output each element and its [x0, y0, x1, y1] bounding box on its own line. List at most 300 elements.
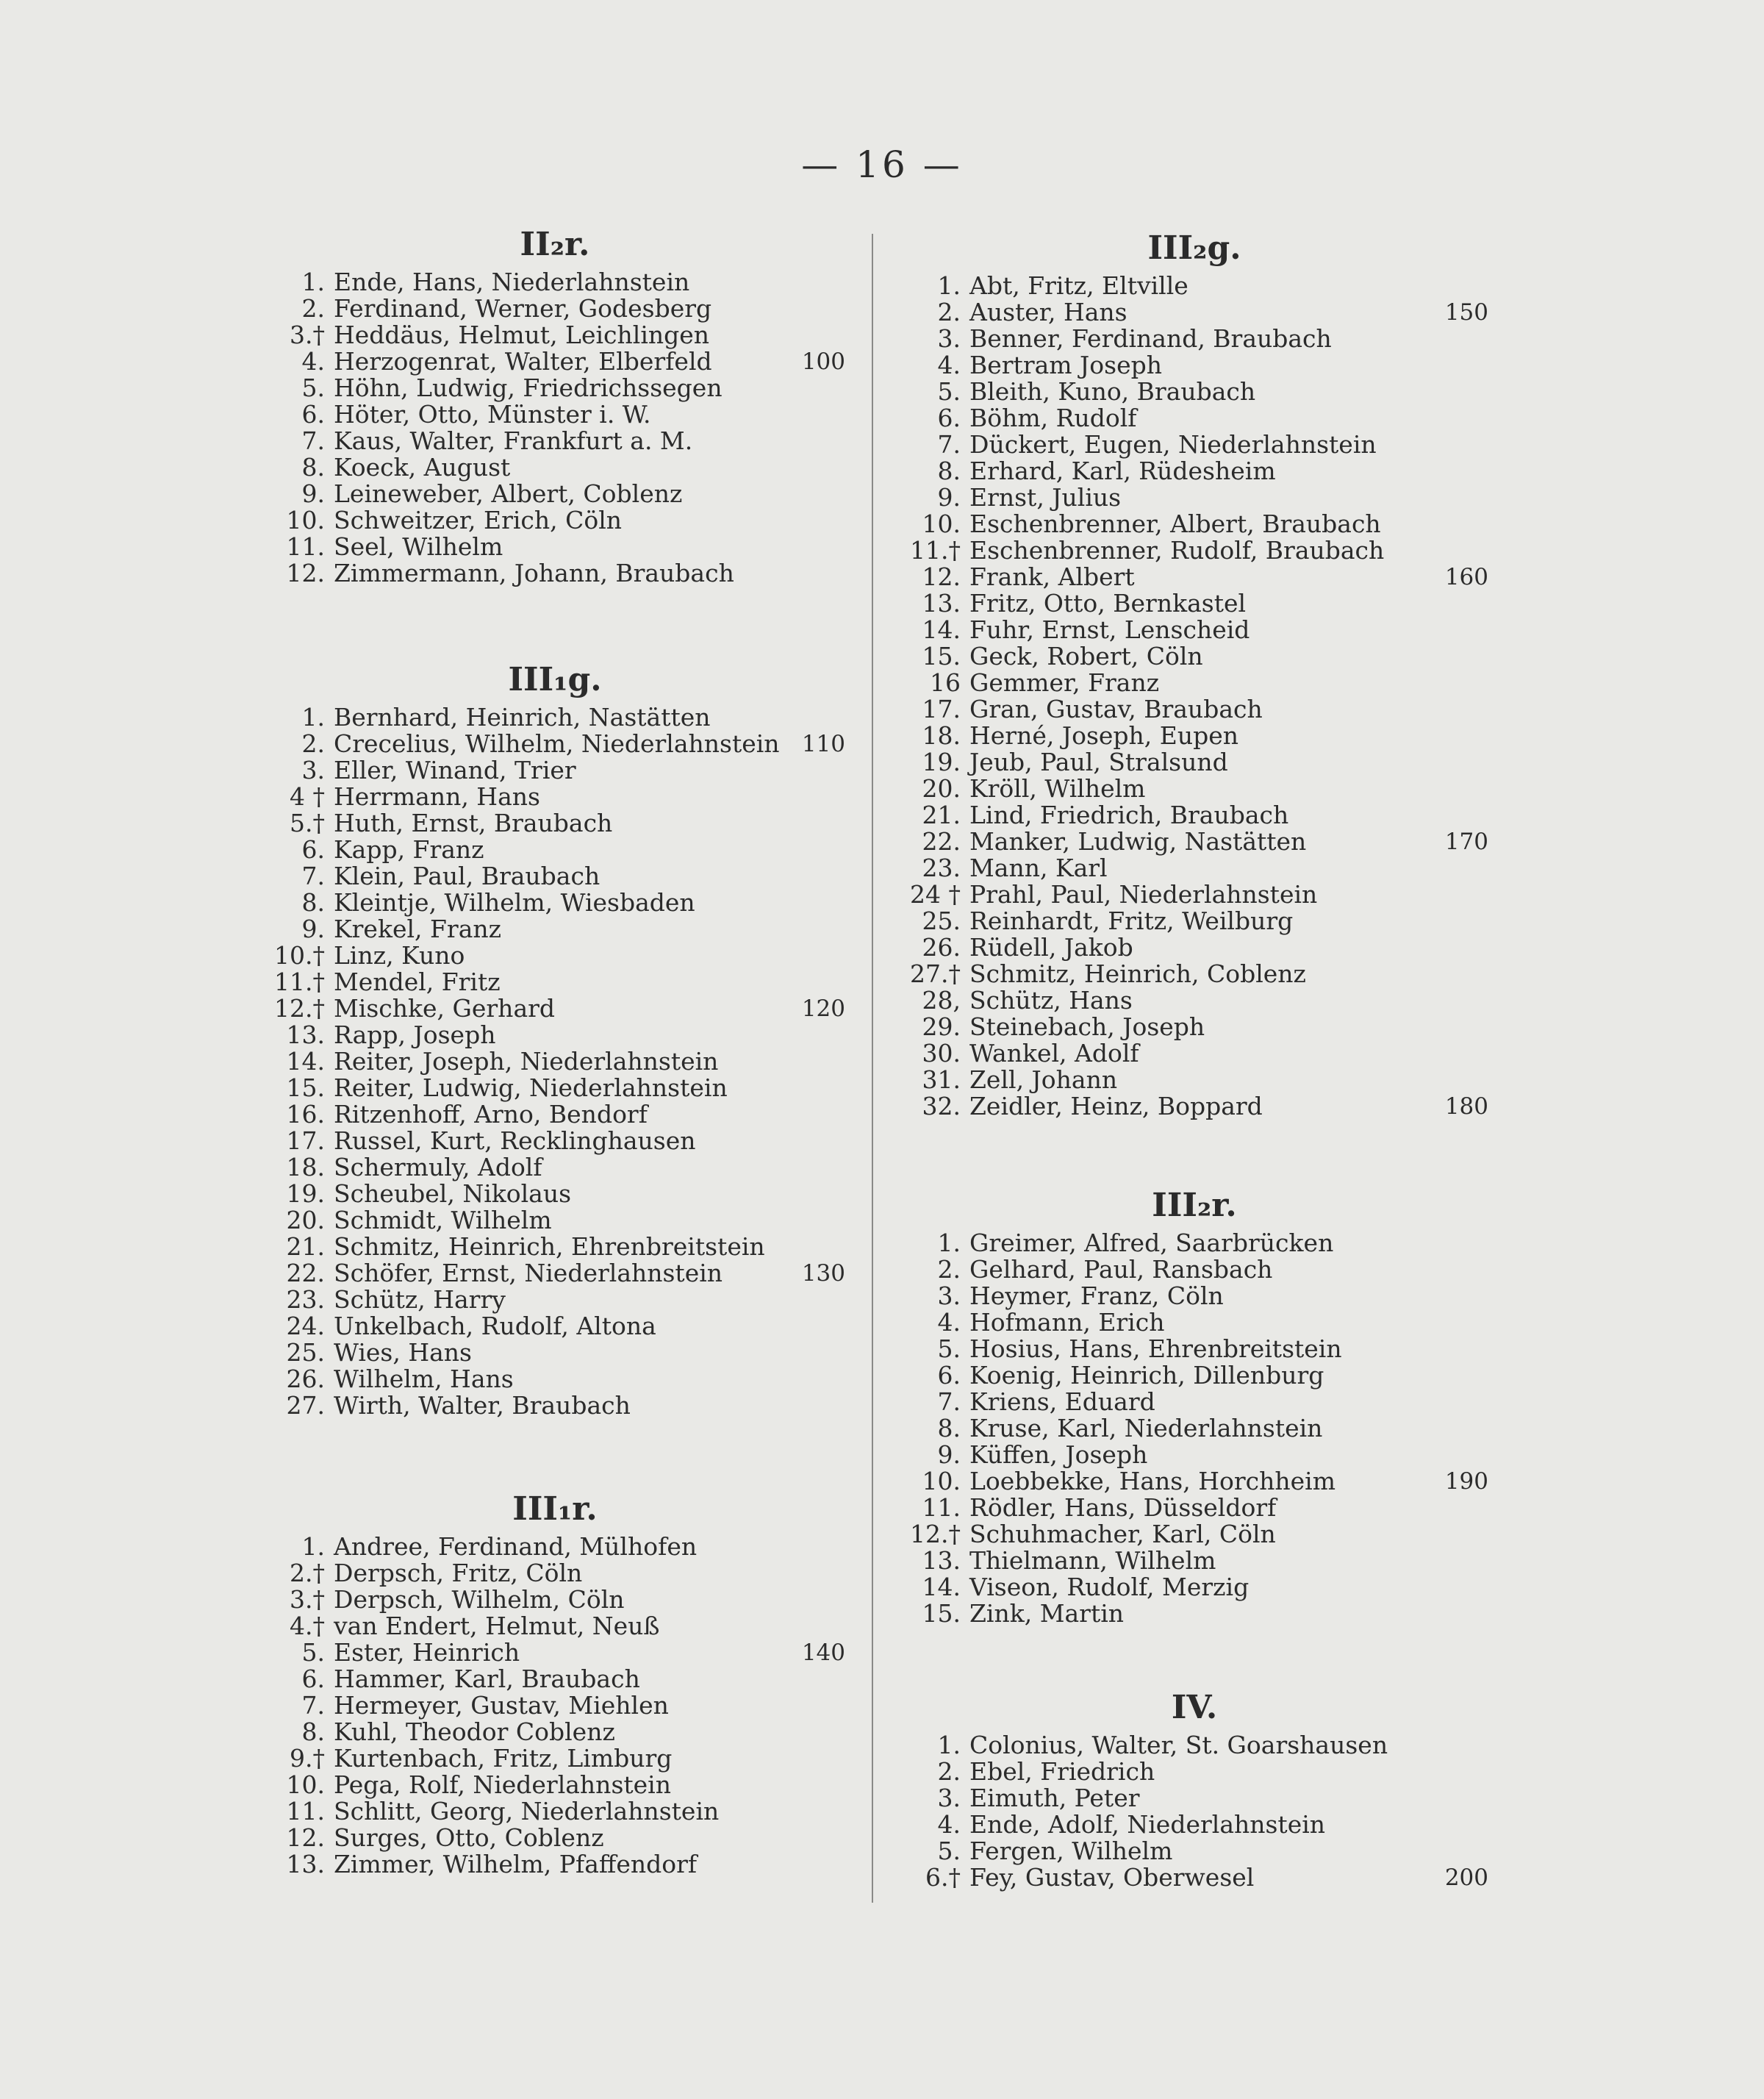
student-list	[900, 1732, 1488, 1891]
list-item	[265, 1287, 845, 1313]
list-item	[265, 1234, 845, 1260]
student-name: Hofmann, Erich	[969, 1308, 1165, 1337]
student-name: Zimmermann, Johann, Braubach	[334, 559, 734, 587]
column-divider	[872, 234, 873, 1903]
entry-number: 6.	[301, 1664, 325, 1693]
entry-number: 10.	[286, 1770, 325, 1799]
student-name: Zink, Martin	[969, 1599, 1125, 1628]
list-item	[265, 916, 845, 943]
list-item	[900, 405, 1488, 432]
list-item	[900, 1495, 1488, 1521]
class-title: III₂g.	[1147, 229, 1241, 267]
entry-number: 17.	[286, 1126, 325, 1155]
student-name: Höter, Otto, Münster i. W.	[334, 400, 651, 429]
student-name: Rapp, Joseph	[334, 1020, 496, 1049]
list-item	[900, 1864, 1488, 1891]
list-item	[900, 352, 1488, 379]
list-item	[265, 560, 845, 587]
entry-number: 13.	[286, 1020, 325, 1049]
student-name: Herrmann, Hans	[334, 782, 540, 811]
student-name: Colonius, Walter, St. Goarshausen	[969, 1731, 1388, 1759]
student-name: Gelhard, Paul, Ransbach	[969, 1255, 1273, 1284]
list-item	[265, 507, 845, 534]
list-item	[265, 1692, 845, 1719]
entry-number: 2.	[301, 729, 325, 758]
list-item	[265, 401, 845, 428]
list-item	[265, 731, 845, 757]
student-name: Kriens, Eduard	[969, 1387, 1155, 1416]
student-name: Ritzenhoff, Arno, Bendorf	[334, 1100, 648, 1129]
entry-number: 32.	[922, 1092, 961, 1120]
class-title: III₁g.	[508, 661, 602, 698]
entry-number: 1.	[937, 271, 961, 300]
student-name: Schweitzer, Erich, Cöln	[334, 506, 623, 534]
student-name: Jeub, Paul, Stralsund	[969, 748, 1228, 776]
entry-number: 20.	[286, 1206, 325, 1234]
list-item	[900, 458, 1488, 484]
student-name: Ebel, Friedrich	[969, 1757, 1155, 1786]
entry-number: 12.†	[274, 994, 325, 1023]
student-name: Schmitz, Heinrich, Ehrenbreitstein	[334, 1232, 765, 1261]
student-list	[265, 269, 845, 587]
entry-number: 7.	[301, 426, 325, 455]
entry-number: 8.	[301, 1717, 325, 1746]
student-name: Fergen, Wilhelm	[969, 1837, 1173, 1865]
entry-number: 26.	[922, 933, 961, 962]
student-name: Schmidt, Wilhelm	[334, 1206, 552, 1234]
student-name: Bernhard, Heinrich, Nastätten	[334, 703, 711, 732]
entry-number: 5.†	[290, 809, 325, 837]
list-item	[900, 670, 1488, 696]
entry-number: 13.	[286, 1850, 325, 1878]
student-name: Loebbekke, Hans, Horchheim	[969, 1467, 1335, 1495]
entry-number: 2.	[937, 1757, 961, 1786]
entry-number: 12.†	[910, 1520, 961, 1548]
entry-number: 3.	[301, 756, 325, 784]
entry-number: 15.	[922, 642, 961, 671]
entry-number: 4.	[301, 347, 325, 376]
list-item	[900, 961, 1488, 987]
list-item	[900, 1785, 1488, 1812]
entry-number: 1.	[301, 268, 325, 296]
list-item	[900, 1759, 1488, 1785]
entry-number: 16	[930, 668, 961, 697]
list-item	[900, 590, 1488, 617]
entry-number: 29.	[922, 1012, 961, 1041]
student-name: Koenig, Heinrich, Dillenburg	[969, 1361, 1324, 1390]
student-name: Bleith, Kuno, Braubach	[969, 377, 1256, 406]
entry-number: 8.	[937, 1414, 961, 1442]
list-item	[900, 1548, 1488, 1574]
student-name: Kröll, Wilhelm	[969, 774, 1146, 803]
list-item	[265, 1560, 845, 1587]
student-name: Dückert, Eugen, Niederlahnstein	[969, 430, 1377, 459]
list-item	[265, 1534, 845, 1560]
list-item	[265, 269, 845, 296]
list-item	[900, 1256, 1488, 1283]
entry-number: 2.	[937, 298, 961, 326]
entry-number: 24 †	[910, 880, 961, 909]
entry-number: 6.	[301, 835, 325, 864]
student-name: Leineweber, Albert, Coblenz	[334, 479, 683, 508]
student-name: Heddäus, Helmut, Leichlingen	[334, 321, 710, 349]
entry-number: 4.†	[290, 1612, 325, 1640]
list-item	[900, 1838, 1488, 1864]
student-name: Eschenbrenner, Albert, Braubach	[969, 509, 1381, 538]
class-section	[265, 221, 845, 587]
student-name: Zimmer, Wilhelm, Pfaffendorf	[334, 1850, 698, 1878]
entry-number: 12.	[286, 559, 325, 587]
student-name: Ester, Heinrich	[334, 1638, 520, 1667]
running-count: 190	[1444, 1468, 1488, 1495]
list-item	[265, 428, 845, 454]
student-name: Viseon, Rudolf, Merzig	[969, 1573, 1250, 1601]
student-name: Schlitt, Georg, Niederlahnstein	[334, 1797, 720, 1826]
list-item	[900, 537, 1488, 564]
student-name: Pega, Rolf, Niederlahnstein	[334, 1770, 671, 1799]
student-name: Schermuly, Adolf	[334, 1153, 542, 1181]
student-name: Reiter, Ludwig, Niederlahnstein	[334, 1073, 728, 1102]
list-item	[265, 322, 845, 348]
student-name: Kapp, Franz	[334, 835, 484, 864]
list-item	[900, 776, 1488, 802]
list-item	[900, 1309, 1488, 1336]
student-name: Ferdinand, Werner, Godesberg	[334, 294, 712, 323]
list-item	[900, 1283, 1488, 1309]
list-item	[900, 802, 1488, 829]
entry-number: 13.	[922, 1546, 961, 1575]
page-number: — 16 —	[801, 143, 963, 186]
entry-number: 28,	[922, 986, 961, 1015]
list-item	[265, 837, 845, 863]
student-name: Höhn, Ludwig, Friedrichssegen	[334, 373, 723, 402]
list-item	[265, 1798, 845, 1825]
running-count: 120	[801, 995, 845, 1022]
list-item	[265, 1639, 845, 1666]
list-item	[265, 375, 845, 401]
student-name: Schmitz, Heinrich, Coblenz	[969, 959, 1306, 988]
student-name: Huth, Ernst, Braubach	[334, 809, 613, 837]
student-name: Prahl, Paul, Niederlahnstein	[969, 880, 1318, 909]
class-title: III₁r.	[512, 1490, 598, 1528]
list-item	[900, 934, 1488, 961]
student-name: Heymer, Franz, Cöln	[969, 1281, 1224, 1310]
student-name: Kaus, Walter, Frankfurt a. M.	[334, 426, 693, 455]
entry-number: 15.	[922, 1599, 961, 1628]
list-item	[265, 1745, 845, 1772]
list-item	[900, 1732, 1488, 1759]
student-list	[900, 1230, 1488, 1627]
list-item	[900, 511, 1488, 537]
entry-number: 3.	[937, 1784, 961, 1812]
student-name: Crecelius, Wilhelm, Niederlahnstein	[334, 729, 780, 758]
entry-number: 9.	[937, 1440, 961, 1469]
entry-number: 22.	[286, 1259, 325, 1287]
list-item	[900, 1574, 1488, 1601]
list-item	[265, 810, 845, 837]
entry-number: 7.	[301, 1691, 325, 1720]
entry-number: 11.	[922, 1493, 961, 1522]
list-item	[265, 1392, 845, 1419]
student-name: Herzogenrat, Walter, Elberfeld	[334, 347, 712, 376]
list-item	[265, 1313, 845, 1340]
list-item	[900, 1230, 1488, 1256]
entry-number: 6.	[301, 400, 325, 429]
student-name: Kuhl, Theodor Coblenz	[334, 1717, 615, 1746]
list-item	[900, 1014, 1488, 1040]
class-title: IV.	[1171, 1689, 1218, 1726]
student-name: Mendel, Fritz	[334, 968, 501, 996]
entry-number: 16.	[286, 1100, 325, 1129]
entry-number: 7.	[937, 1387, 961, 1416]
student-name: Krekel, Franz	[334, 915, 502, 943]
list-item	[265, 1022, 845, 1048]
running-count: 160	[1444, 564, 1488, 590]
entry-number: 6.†	[925, 1863, 961, 1892]
entry-number: 11.	[286, 1797, 325, 1826]
list-item	[265, 1181, 845, 1207]
list-item	[900, 379, 1488, 405]
student-name: Scheubel, Nikolaus	[334, 1179, 572, 1208]
student-name: Fritz, Otto, Bernkastel	[969, 589, 1247, 618]
list-item	[900, 1389, 1488, 1415]
entry-number: 11.†	[274, 968, 325, 996]
class-title: III₂r.	[1152, 1187, 1237, 1224]
list-item	[265, 1613, 845, 1639]
student-name: Ende, Adolf, Niederlahnstein	[969, 1810, 1326, 1839]
entry-number: 5.	[301, 373, 325, 402]
entry-number: 10.	[286, 506, 325, 534]
class-section	[900, 1684, 1488, 1891]
list-item	[900, 299, 1488, 326]
entry-number: 12.	[286, 1823, 325, 1852]
entry-number: 15.	[286, 1073, 325, 1102]
entry-number: 3.	[937, 324, 961, 353]
class-section	[265, 1485, 845, 1878]
entry-number: 21.	[922, 801, 961, 829]
list-item	[265, 1207, 845, 1234]
entry-number: 23.	[286, 1285, 325, 1314]
list-item	[265, 969, 845, 995]
student-name: Rüdell, Jakob	[969, 933, 1133, 962]
entry-number: 8.	[301, 888, 325, 917]
student-name: Thielmann, Wilhelm	[969, 1546, 1216, 1575]
list-item	[900, 484, 1488, 511]
entry-number: 18.	[922, 721, 961, 750]
entry-number: 25.	[922, 907, 961, 935]
student-name: Steinebach, Joseph	[969, 1012, 1205, 1041]
student-name: Ernst, Julius	[969, 483, 1122, 512]
entry-number: 11.	[286, 532, 325, 561]
entry-number: 21.	[286, 1232, 325, 1261]
student-name: Zell, Johann	[969, 1065, 1118, 1094]
student-name: Greimer, Alfred, Saarbrücken	[969, 1229, 1334, 1257]
entry-number: 5.	[937, 377, 961, 406]
list-item	[900, 1601, 1488, 1627]
list-item	[900, 1336, 1488, 1362]
student-name: Koeck, August	[334, 453, 511, 482]
entry-number: 14.	[286, 1047, 325, 1076]
student-name: Andree, Ferdinand, Mülhofen	[334, 1532, 698, 1561]
entry-number: 19.	[922, 748, 961, 776]
student-name: Surges, Otto, Coblenz	[334, 1823, 604, 1852]
student-name: Wies, Hans	[334, 1338, 472, 1367]
entry-number: 19.	[286, 1179, 325, 1208]
list-item	[265, 784, 845, 810]
student-name: Schütz, Harry	[334, 1285, 506, 1314]
entry-number: 25.	[286, 1338, 325, 1367]
student-name: Benner, Ferdinand, Braubach	[969, 324, 1332, 353]
list-item	[265, 1366, 845, 1392]
entry-number: 8.	[937, 457, 961, 485]
entry-number: 7.	[301, 862, 325, 890]
list-item	[265, 454, 845, 481]
list-item	[265, 534, 845, 560]
entry-number: 3.†	[290, 321, 325, 349]
entry-number: 2.	[937, 1255, 961, 1284]
entry-number: 1.	[937, 1731, 961, 1759]
list-item	[900, 855, 1488, 882]
list-item	[900, 829, 1488, 855]
student-name: Wirth, Walter, Braubach	[334, 1391, 631, 1420]
entry-number: 10.†	[274, 941, 325, 970]
student-name: Schuhmacher, Karl, Cöln	[969, 1520, 1276, 1548]
entry-number: 9.	[301, 915, 325, 943]
student-name: Erhard, Karl, Rüdesheim	[969, 457, 1276, 485]
student-name: van Endert, Helmut, Neuß	[334, 1612, 660, 1640]
student-name: Derpsch, Fritz, Cöln	[334, 1559, 583, 1587]
list-item	[900, 564, 1488, 590]
student-name: Zeidler, Heinz, Boppard	[969, 1092, 1263, 1120]
student-name: Mischke, Gerhard	[334, 994, 556, 1023]
student-list	[900, 273, 1488, 1120]
list-item	[265, 1719, 845, 1745]
list-item	[265, 704, 845, 731]
student-name: Gran, Gustav, Braubach	[969, 695, 1263, 723]
list-item	[265, 863, 845, 890]
entry-number: 30.	[922, 1039, 961, 1068]
student-name: Wilhelm, Hans	[334, 1365, 514, 1393]
entry-number: 11.†	[910, 536, 961, 565]
entry-number: 12.	[922, 562, 961, 591]
student-name: Derpsch, Wilhelm, Cöln	[334, 1585, 625, 1614]
list-item	[900, 1521, 1488, 1548]
entry-number: 5.	[937, 1837, 961, 1865]
list-item	[900, 1093, 1488, 1120]
student-name: Schütz, Hans	[969, 986, 1133, 1015]
class-title: II₂r.	[520, 226, 590, 263]
class-section	[900, 224, 1488, 1120]
list-item	[900, 432, 1488, 458]
list-item	[265, 1260, 845, 1287]
entry-number: 31.	[922, 1065, 961, 1094]
list-item	[265, 481, 845, 507]
entry-number: 20.	[922, 774, 961, 803]
entry-number: 10.	[922, 1467, 961, 1495]
list-item	[900, 643, 1488, 670]
entry-number: 9.	[937, 483, 961, 512]
student-name: Kurtenbach, Fritz, Limburg	[334, 1744, 673, 1773]
list-item	[900, 1468, 1488, 1495]
entry-number: 5.	[937, 1334, 961, 1363]
list-item	[265, 1851, 845, 1878]
student-name: Böhm, Rudolf	[969, 404, 1137, 432]
entry-number: 2.	[301, 294, 325, 323]
student-name: Lind, Friedrich, Braubach	[969, 801, 1289, 829]
list-item	[265, 348, 845, 375]
list-item	[900, 1812, 1488, 1838]
student-name: Rödler, Hans, Düsseldorf	[969, 1493, 1277, 1522]
entry-number: 4.	[937, 1308, 961, 1337]
entry-number: 1.	[301, 1532, 325, 1561]
entry-number: 9.	[301, 479, 325, 508]
student-name: Hermeyer, Gustav, Miehlen	[334, 1691, 669, 1720]
list-item	[265, 1154, 845, 1181]
list-item	[265, 943, 845, 969]
entry-number: 14.	[922, 1573, 961, 1601]
entry-number: 9.†	[290, 1744, 325, 1773]
entry-number: 4.	[937, 1810, 961, 1839]
entry-number: 6.	[937, 1361, 961, 1390]
student-name: Schöfer, Ernst, Niederlahnstein	[334, 1259, 723, 1287]
student-name: Auster, Hans	[969, 298, 1127, 326]
list-item	[900, 326, 1488, 352]
list-item	[900, 1415, 1488, 1442]
entry-number: 6.	[937, 404, 961, 432]
running-count: 150	[1444, 299, 1488, 326]
student-name: Fey, Gustav, Oberwesel	[969, 1863, 1255, 1892]
list-item	[265, 890, 845, 916]
list-item	[900, 987, 1488, 1014]
list-item	[265, 1666, 845, 1692]
class-section	[900, 1181, 1488, 1627]
entry-number: 18.	[286, 1153, 325, 1181]
student-name: Eimuth, Peter	[969, 1784, 1140, 1812]
entry-number: 23.	[922, 854, 961, 882]
student-name: Fuhr, Ernst, Lenscheid	[969, 615, 1250, 644]
entry-number: 27.†	[910, 959, 961, 988]
list-item	[265, 1048, 845, 1075]
student-name: Hosius, Hans, Ehrenbreitstein	[969, 1334, 1342, 1363]
list-item	[900, 696, 1488, 723]
entry-number: 26.	[286, 1365, 325, 1393]
list-item	[265, 1128, 845, 1154]
entry-number: 1.	[301, 703, 325, 732]
student-name: Mann, Karl	[969, 854, 1108, 882]
entry-number: 10.	[922, 509, 961, 538]
student-name: Reinhardt, Fritz, Weilburg	[969, 907, 1294, 935]
entry-number: 4.	[937, 351, 961, 379]
running-count: 200	[1444, 1864, 1488, 1891]
entry-number: 1.	[937, 1229, 961, 1257]
list-item	[265, 1587, 845, 1613]
entry-number: 17.	[922, 695, 961, 723]
running-count: 170	[1444, 829, 1488, 855]
entry-number: 7.	[937, 430, 961, 459]
student-name: Gemmer, Franz	[969, 668, 1160, 697]
student-name: Bertram Joseph	[969, 351, 1162, 379]
list-item	[900, 749, 1488, 776]
student-name: Manker, Ludwig, Nastätten	[969, 827, 1307, 856]
entry-number: 3.†	[290, 1585, 325, 1614]
student-name: Geck, Robert, Cöln	[969, 642, 1203, 671]
list-item	[900, 273, 1488, 299]
entry-number: 13.	[922, 589, 961, 618]
list-item	[265, 1340, 845, 1366]
list-item	[900, 882, 1488, 908]
student-list	[265, 1534, 845, 1878]
student-name: Kleintje, Wilhelm, Wiesbaden	[334, 888, 695, 917]
